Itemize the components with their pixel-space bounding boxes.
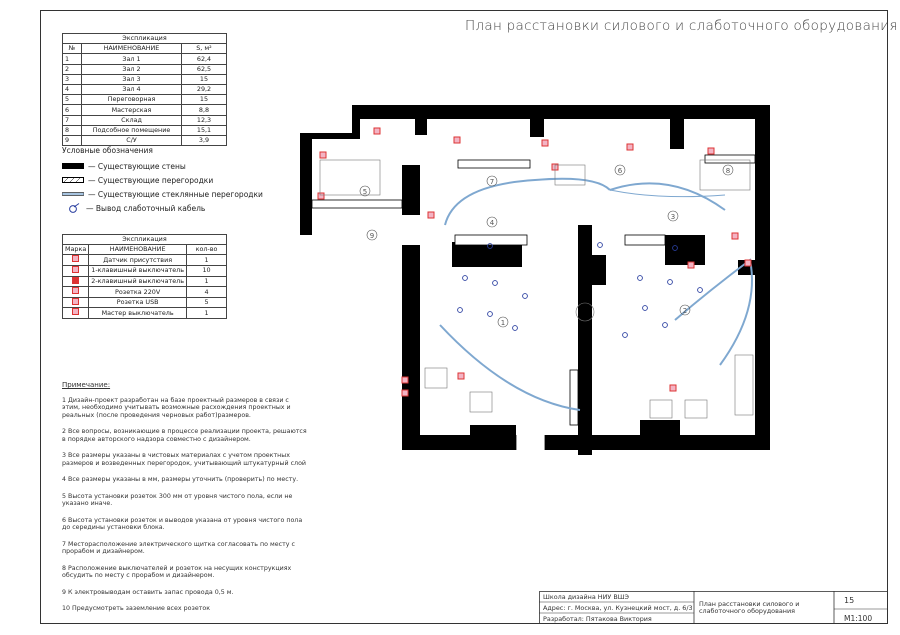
partition-symbol-icon [62,177,84,183]
note-item: 10 Предусмотреть заземление всех розеток [62,605,211,612]
floor-plan [280,100,780,460]
table-row [63,115,227,125]
cell: 8 [63,125,82,135]
cell: 5 [187,297,227,308]
cell: Зал 3 [82,74,182,84]
entrance [516,435,545,450]
table-row [63,308,227,319]
room-label: 3 [670,213,676,221]
cell: 15 [182,95,227,105]
cell: 4 [187,287,227,298]
equipment-table [62,234,227,319]
cell: Склад [82,115,182,125]
table-row [63,297,227,308]
cell: Розетка 220V [89,287,187,298]
cell: С/У [82,135,182,145]
cell: 2-клавишный выключатель [89,276,187,287]
table-row [63,95,227,105]
cell: Зал 4 [82,84,182,94]
cell: Мастер выключатель [89,308,187,319]
table-row [63,287,227,298]
cell: 6 [63,105,82,115]
table-row [63,125,227,135]
cell: 1-клавишный выключатель [89,265,187,276]
cell: 29,2 [182,84,227,94]
glass-partitions [440,179,752,410]
notes-heading: Примечание: [62,381,111,389]
room-label: 6 [617,167,623,175]
cell: 62,5 [182,64,227,74]
cell: Розетка USB [89,297,187,308]
cell: Зал 1 [82,54,182,64]
legend-label: — Существующие стены [88,161,186,171]
note-item: 1 Дизайн-проект разработан на базе проектный размеров в связи с этим, необходимо учитывать возможные расхождения проектных и реальных (после проведения черновых работ)размеров. [62,396,291,419]
room-label: 1 [500,319,506,327]
cell: 4 [63,84,82,94]
room-label: 2 [682,307,688,315]
note-item: 9 К электровыводам оставить запас провода 0,5 м. [62,588,234,596]
note-item: 4 Все размеры указаны в мм, размеры уточнить (проверить) по месту. [62,476,299,483]
cell: 7 [63,115,82,125]
scale: М1:100 [844,614,873,623]
address: Адрес: г. Москва, ул. Кузнецкий мост, д. 6/3 [543,604,693,612]
single-switch-icon [72,266,79,273]
notes [62,382,307,622]
legend-title: Условные обозначения [62,146,153,155]
table-row [63,105,227,115]
cell: 3 [63,74,82,84]
page-title: План расстановки силового и слаботочного оборудования [465,18,898,34]
furniture [320,160,753,418]
cell: 1 [187,255,227,266]
cell: 10 [187,265,227,276]
cell: 9 [63,135,82,145]
legend-item [62,159,263,173]
note-item: 7 Месторасположение электрического щитка согласовать по месту с прорабом и дизайнером. [62,540,295,555]
cell: Подсобное помещение [82,125,182,135]
room-label: 8 [725,167,731,175]
legend-item [62,173,263,187]
wall-symbol-icon [62,163,84,169]
legend-label: — Вывод слаботочный кабель [86,203,206,213]
table-row [63,265,227,276]
legend [62,146,263,215]
presence-sensor-icon [72,255,79,262]
glass-partition-symbol-icon [62,191,84,197]
master-switch-icon [72,308,79,315]
sheet-title: План расстановки силового и слаботочного оборудования [699,600,800,615]
table-row [63,84,227,94]
page-number: 15 [844,596,855,605]
col-header: S, м² [182,44,227,54]
note-item: 5 Высота установки розеток 300 мм от уровня чистого пола, если не указано иначе. [62,492,293,507]
col-header: № [63,44,82,54]
room-label: 7 [489,178,495,186]
cell: 1 [63,54,82,64]
table-row [63,276,227,287]
double-switch-icon [72,277,79,284]
cell: 62,4 [182,54,227,64]
cell: 2 [63,64,82,74]
cell: 15 [182,74,227,84]
legend-label: — Существующие стеклянные перегородки [88,189,263,199]
explication-caption: Экспликация [63,34,227,44]
col-header: НАИМЕНОВАНИЕ [89,245,187,255]
legend-item [62,201,263,215]
equipment-caption: Экспликация [63,235,227,245]
note-item: 6 Высота установки розеток и выводов указана от уровня чистого пола до середины установки блока. [62,516,303,531]
cell: 1 [187,276,227,287]
note-item: 2 Все вопросы, возникающие в процессе реализации проекта, решаются в порядке авторского надзора совместно с дизайнером. [62,428,307,443]
col-header: НАИМЕНОВАНИЕ [82,44,182,54]
cell: 1 [187,308,227,319]
legend-item [62,187,263,201]
socket-220v-icon [72,287,79,294]
explication-table [62,33,227,146]
existing-walls [300,105,770,455]
low-current-cable-icon [68,203,82,213]
cell: Датчик присутствия [89,255,187,266]
cell: 3,9 [182,135,227,145]
title-block [539,591,888,624]
cell: 15,1 [182,125,227,135]
room-label: 4 [489,219,495,227]
cell: 12,3 [182,115,227,125]
room-label: 9 [369,232,375,240]
usb-socket-icon [72,298,79,305]
cell: Переговорная [82,95,182,105]
table-row [63,64,227,74]
note-item: 3 Все размеры указаны в чистовых материалах с учетом проектных размеров и возведенных перегородок, учитывающий штукатурный слой [62,452,307,467]
author: Разработал: Пятакова Виктория [543,615,652,623]
legend-label: — Существующие перегородки [88,175,214,185]
table-row [63,54,227,64]
cell: Зал 2 [82,64,182,74]
col-header: кол-во [187,245,227,255]
table-row [63,135,227,145]
table-row [63,255,227,266]
existing-partitions [312,155,755,425]
table-row [63,74,227,84]
room-label: 5 [362,188,368,196]
cell: 8,8 [182,105,227,115]
note-item: 8 Расположение выключателей и розеток на несущих конструкциях обсудить по месту с прорабом и дизайнером. [62,564,292,579]
cell: 5 [63,95,82,105]
col-header: Марка [63,245,89,255]
school-name: Школа дизайна НИУ ВШЭ [543,593,629,601]
cell: Мастерская [82,105,182,115]
